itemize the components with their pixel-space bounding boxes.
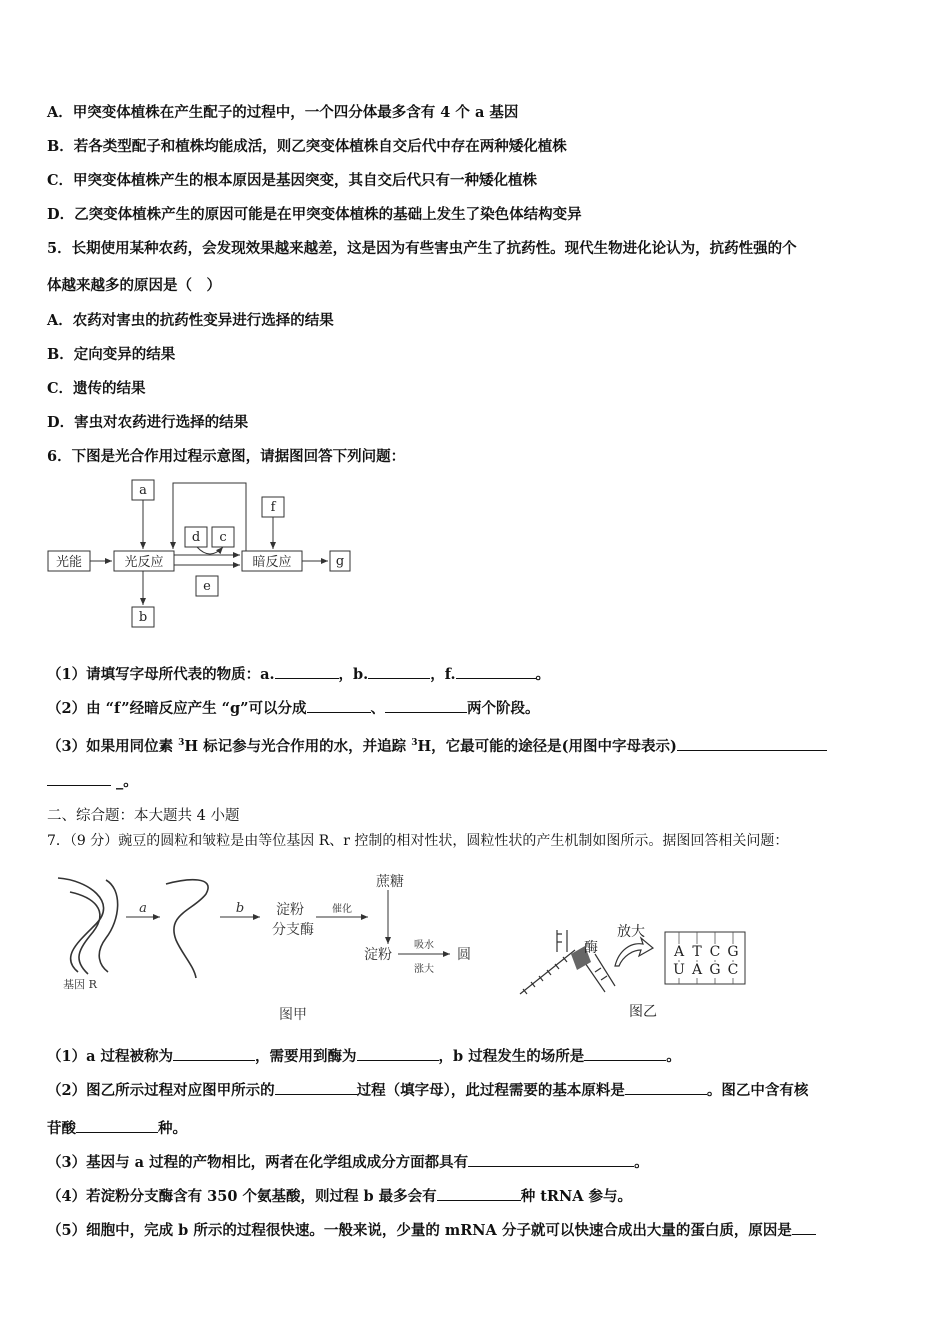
q7-sub2-line2 bbox=[47, 1118, 187, 1139]
q4-option-b: B．若各类型配子和植株均能成活，则乙突变体植株自交后代中存在两种矮化植株 bbox=[47, 138, 567, 155]
q6-sub2-end: 两个阶段。 bbox=[467, 700, 540, 717]
q7-sub1-end: 。 bbox=[666, 1048, 681, 1065]
q4-option-d: D．乙突变体植株产生的原因可能是在甲突变体植株的基础上发生了染色体结构变异 bbox=[47, 206, 582, 223]
enzyme-label-2: 分支酶 bbox=[272, 922, 314, 938]
q7-sub4-text: （4）若淀粉分支酶含有 350 个氨基酸，则过程 b 最多会有 bbox=[47, 1188, 437, 1205]
q7-stem: 7．（9 分）豌豆的圆粒和皱粒是由等位基因 R、r 控制的相对性状，圆粒性状的产生机制如图所示。据图回答相关问题： bbox=[47, 833, 789, 849]
q6-sub3-mid: H 标记参与光合作用的水，并追踪 bbox=[184, 737, 412, 755]
q5-option-a: A．农药对害虫的抗药性变异进行选择的结果 bbox=[47, 312, 334, 329]
figure-yi bbox=[515, 912, 755, 1027]
q6-stem: 6．下图是光合作用过程示意图，请据图回答下列问题： bbox=[47, 448, 406, 465]
q7-sub2-text: （2）图乙所示过程对应图甲所示的 bbox=[47, 1082, 275, 1099]
figure-jia bbox=[48, 862, 488, 1032]
q6-sub1 bbox=[47, 664, 550, 685]
enzyme-label: 酶 bbox=[584, 940, 598, 956]
q6-blank-a[interactable] bbox=[275, 664, 339, 679]
sucrose-label: 蔗糖 bbox=[376, 874, 404, 890]
section-heading: 二、综合题：本大题共 4 小题 bbox=[47, 808, 240, 824]
q6-blank-f[interactable] bbox=[456, 664, 536, 679]
starch-label: 淀粉 bbox=[364, 947, 392, 963]
base-row1-3: C bbox=[709, 944, 721, 960]
q7-blank-process[interactable] bbox=[173, 1046, 255, 1061]
base-row2-3: G bbox=[709, 962, 721, 978]
enzyme-label-1: 淀粉 bbox=[276, 902, 304, 918]
label-a: a bbox=[139, 483, 147, 498]
catalysis-label: 催化 bbox=[332, 904, 352, 915]
q6-sub2-mid: 、 bbox=[370, 700, 385, 717]
zoom-arrow-icon bbox=[615, 938, 653, 966]
q6-sub3-end: H，它最可能的途径是(用图中字母表示) bbox=[417, 737, 677, 755]
q7-sub4-end: 种 tRNA 参与。 bbox=[520, 1188, 633, 1205]
q7-blank-trna[interactable] bbox=[437, 1186, 521, 1201]
q7-sub2-line2-text: 苷酸 bbox=[47, 1120, 76, 1137]
q5-option-b: B．定向变异的结果 bbox=[47, 346, 176, 363]
q5-option-c: C．遗传的结果 bbox=[47, 380, 146, 397]
q7-blank-enzyme[interactable] bbox=[357, 1046, 439, 1061]
q6-blank-stage1[interactable] bbox=[307, 698, 371, 713]
q5-stem-line1: 5．长期使用某种农药，会发现效果越来越差，这是因为有些害虫产生了抗药性。现代生物进化论认为，抗药性强的个 bbox=[47, 240, 797, 257]
q6-sub3-text: （3）如果用同位素 bbox=[47, 737, 179, 755]
base-row1-1: A bbox=[673, 944, 685, 960]
absorb-water-label: 吸水 bbox=[414, 940, 434, 951]
q6-sub1-b: ，b. bbox=[338, 666, 369, 683]
light-reaction-label: 光反应 bbox=[124, 555, 164, 570]
base-row1-2: T bbox=[692, 944, 702, 960]
q6-sub3-sup2: 3 bbox=[411, 738, 418, 748]
q7-sub3-end: 。 bbox=[634, 1154, 649, 1171]
q7-sub4 bbox=[47, 1186, 632, 1207]
q6-blank-path-cont[interactable] bbox=[47, 771, 111, 786]
base-row1-4: G bbox=[727, 944, 739, 960]
q7-sub1-mid: ，需要用到酶为 bbox=[255, 1048, 357, 1065]
q7-sub2-end: 。图乙中含有核 bbox=[706, 1082, 809, 1099]
q7-sub2-line2-end: 种。 bbox=[158, 1120, 187, 1137]
q7-blank-material[interactable] bbox=[625, 1080, 707, 1095]
q6-sub2 bbox=[47, 698, 540, 719]
q6-sub3 bbox=[47, 733, 827, 757]
q6-sub3-line2-end: _。 bbox=[111, 773, 138, 790]
q5-stem-line2: 体越来越多的原因是（ ） bbox=[47, 277, 221, 294]
label-c: c bbox=[219, 530, 227, 545]
q7-sub2-mid: 过程（填字母），此过程需要的基本原料是 bbox=[356, 1082, 625, 1099]
fig-jia-caption: 图甲 bbox=[279, 1007, 307, 1023]
arrow-b-label: b bbox=[235, 901, 245, 916]
q7-blank-site[interactable] bbox=[584, 1046, 666, 1061]
q7-sub5 bbox=[47, 1220, 816, 1241]
q7-sub3 bbox=[47, 1152, 649, 1173]
q7-sub1-text: （1）a 过程被称为 bbox=[47, 1048, 174, 1065]
q6-sub1-f: ，f. bbox=[430, 666, 456, 683]
q7-blank-reason[interactable] bbox=[792, 1220, 816, 1235]
photosynthesis-diagram bbox=[40, 475, 370, 635]
gene-r-label: 基因 R bbox=[63, 978, 97, 991]
label-e: e bbox=[203, 579, 211, 594]
q6-blank-path[interactable] bbox=[677, 736, 827, 751]
dna-strand-icon bbox=[58, 878, 118, 974]
q7-blank-letter[interactable] bbox=[275, 1080, 357, 1095]
dark-reaction-label: 暗反应 bbox=[252, 555, 292, 570]
q7-sub1-mid2: ，b 过程发生的场所是 bbox=[438, 1048, 585, 1065]
q6-sub3-line2 bbox=[47, 771, 138, 792]
zoom-label: 放大 bbox=[617, 924, 645, 940]
q4-option-a: A．甲突变体植株在产生配子的过程中，一个四分体最多含有 4 个 a 基因 bbox=[47, 104, 519, 121]
label-f: f bbox=[270, 500, 276, 515]
q4-option-c: C．甲突变体植株产生的根本原因是基因突变，其自交后代只有一种矮化植株 bbox=[47, 172, 538, 189]
fig-yi-caption: 图乙 bbox=[629, 1004, 657, 1020]
trna-strand bbox=[557, 930, 567, 952]
base-row2-1: U bbox=[673, 962, 685, 978]
base-row2-2: A bbox=[691, 962, 703, 978]
label-b: b bbox=[138, 610, 148, 625]
label-d: d bbox=[191, 530, 201, 545]
q6-sub2-text: （2）由 “f”经暗反应产生 “g”可以分成 bbox=[47, 700, 307, 717]
q7-sub2 bbox=[47, 1080, 808, 1101]
mrna-strand bbox=[520, 950, 575, 994]
swell-label: 涨大 bbox=[414, 964, 434, 975]
q6-sub1-end: 。 bbox=[535, 666, 550, 683]
round-label: 圆 bbox=[457, 947, 471, 963]
label-g: g bbox=[335, 554, 345, 569]
q6-blank-stage2[interactable] bbox=[385, 698, 467, 713]
q7-blank-count[interactable] bbox=[76, 1118, 158, 1133]
q6-sub1-text: （1）请填写字母所代表的物质：a. bbox=[47, 666, 275, 683]
q7-blank-component[interactable] bbox=[468, 1152, 634, 1167]
q6-blank-b[interactable] bbox=[368, 664, 430, 679]
mrna-strand-icon bbox=[166, 880, 208, 978]
arrow-a-label: a bbox=[139, 901, 147, 916]
q7-sub1 bbox=[47, 1046, 681, 1067]
base-row2-4: C bbox=[727, 962, 739, 978]
q7-sub5-text: （5）细胞中，完成 b 所示的过程很快速。一般来说，少量的 mRNA 分子就可以快速合成出大量的蛋白质，原因是 bbox=[47, 1222, 792, 1239]
q5-option-d: D．害虫对农药进行选择的结果 bbox=[47, 414, 249, 431]
q7-sub3-text: （3）基因与 a 过程的产物相比，两者在化学组成成分方面都具有 bbox=[47, 1154, 469, 1171]
q6-sub3-sup: 3 bbox=[178, 738, 185, 748]
light-energy-label: 光能 bbox=[55, 555, 83, 570]
